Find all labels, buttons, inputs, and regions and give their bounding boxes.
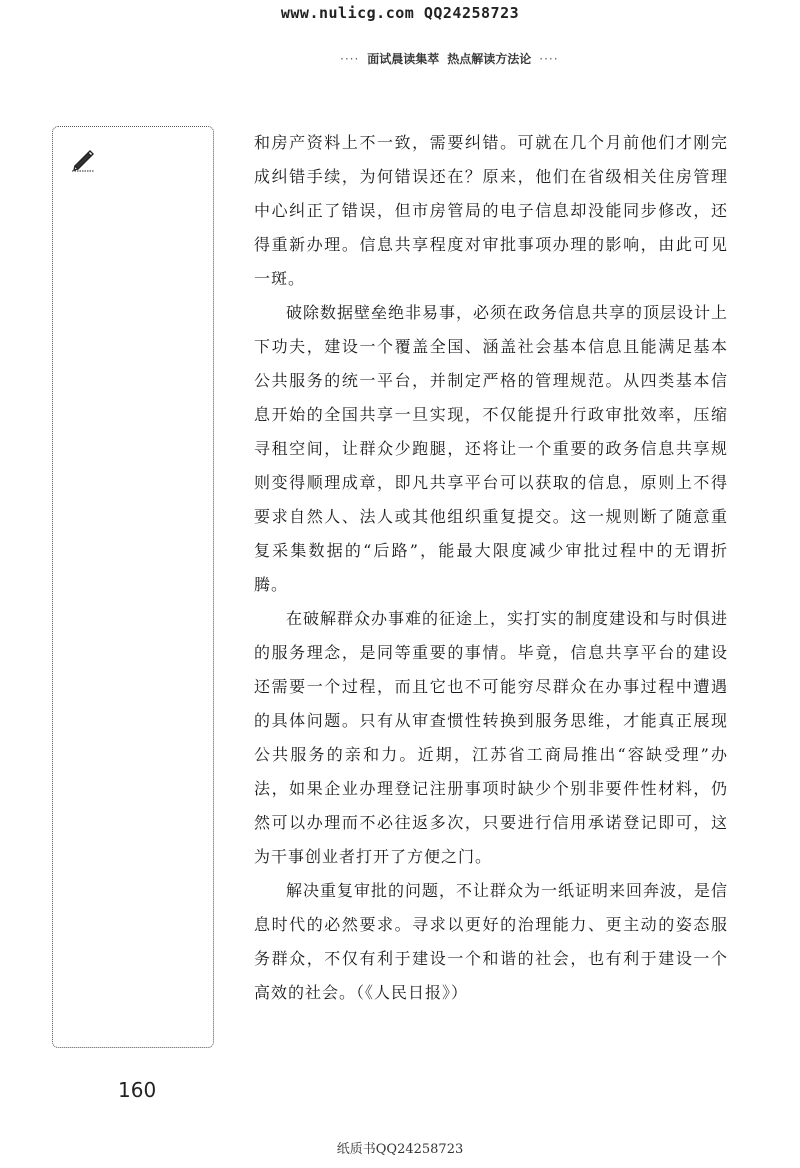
running-header (340, 50, 640, 67)
watermark-top: www.nulicg.com QQ24258723 (280, 4, 520, 22)
header-dots-right: ···· (539, 51, 559, 66)
header-section-subtitle: 热点解读方法论 (447, 52, 532, 66)
notes-sidebar-box (52, 126, 214, 1048)
article-body (254, 126, 728, 1010)
header-section-title: 面试晨读集萃 (367, 52, 440, 66)
paragraph-2: 破除数据壁垒绝非易事，必须在政务信息共享的顶层设计上下功夫，建设一个覆盖全国、涵盖社会基本信息且能满足基本公共服务的统一平台，并制定严格的管理规范。从四类基本信息开始的全国共享一旦实现，不仅能提升行政审批效率，压缩寻租空间，让群众少跑腿，还将让一个重要的政务信息共享规则变得顺理成章，即凡共享平台可以获取的信息，原则上不得要求自然人、法人或其他组织重复提交。这一规则断了随意重复采集数据的“后路”，能最大限度减少审批过程中的无谓折腾。 (254, 303, 729, 594)
paragraph-4: 解决重复审批的问题，不让群众为一纸证明来回奔波，是信息时代的必然要求。寻求以更好的治理能力、更主动的姿态服务群众，不仅有利于建设一个和谐的社会，也有利于建设一个高效的社会。（《人民日报》） (254, 881, 729, 1002)
page-number: 160 (118, 1078, 157, 1102)
paragraph-1: 和房产资料上不一致，需要纠错。可就在几个月前他们才刚完成纠错手续，为何错误还在？原来，他们在省级相关住房管理中心纠正了错误，但市房管局的电子信息却没能同步修改，还得重新办理。信息共享程度对审批事项办理的影响，由此可见一斑。 (254, 133, 728, 288)
pen-icon (70, 146, 96, 172)
watermark-bottom: 纸质书QQ24258723 (336, 1142, 464, 1157)
paragraph-3: 在破解群众办事难的征途上，实打实的制度建设和与时俱进的服务理念，是同等重要的事情。毕竟，信息共享平台的建设还需要一个过程，而且它也不可能穷尽群众在办事过程中遭遇的具体问题。只有从审查惯性转换到服务思维，才能真正展现公共服务的亲和力。近期，江苏省工商局推出“容缺受理”办法，如果企业办理登记注册事项时缺少个别非要件性材料，仍然可以办理而不必往返多次，只要进行信用承诺登记即可，这为干事创业者打开了方便之门。 (254, 609, 729, 866)
header-dots-left: ···· (340, 51, 360, 66)
